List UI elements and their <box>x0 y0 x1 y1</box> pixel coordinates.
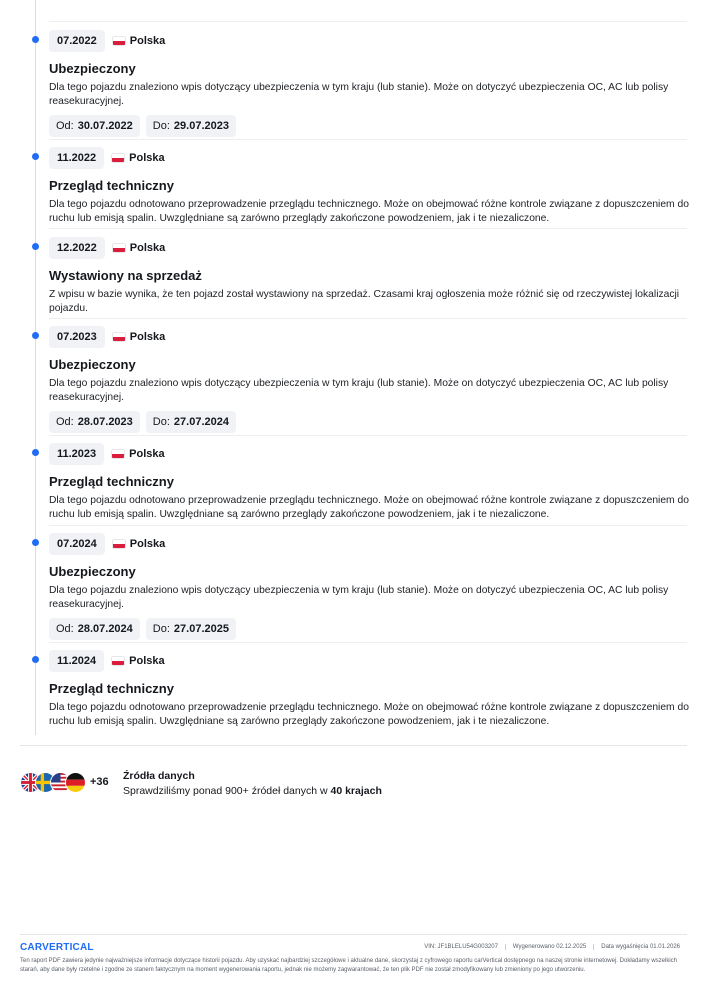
period-from: Od: 28.07.2023 <box>49 411 140 433</box>
period-to: Do: 27.07.2025 <box>146 618 236 640</box>
timeline-entry <box>49 643 689 729</box>
section-divider <box>20 745 687 746</box>
entry-country: Polska <box>129 152 165 164</box>
poland-flag-icon <box>112 450 124 458</box>
timeline-entry <box>49 140 689 226</box>
entry-title: Ubezpieczony <box>49 564 136 579</box>
sources-description: Sprawdziliśmy ponad 900+ źródeł danych w 40 krajach <box>123 785 382 797</box>
sources-text-block <box>123 770 382 797</box>
poland-flag-icon <box>113 333 125 341</box>
poland-flag-icon <box>113 244 125 252</box>
poland-flag-icon <box>113 540 125 548</box>
divider <box>49 21 687 22</box>
entry-description: Dla tego pojazdu znaleziono wpis dotyczący ubezpieczenia w tym kraju (lub stanie). Może on dotyczyć ubezpieczenia OC, AC lub polisy reasekuracyjnej. <box>49 585 669 610</box>
entry-description: Dla tego pojazdu znaleziono wpis dotyczący ubezpieczenia w tym kraju (lub stanie). Może on dotyczyć ubezpieczenia OC, AC lub polisy reasekuracyjnej. <box>49 378 669 403</box>
entry-description: Z wpisu w bazie wynika, że ten pojazd został wystawiony na sprzedaż. Czasami kraj ogłoszenia może różnić się od rzeczywistej lokalizacji pojazdu. <box>49 289 680 314</box>
timeline-dot <box>32 656 39 663</box>
entry-period <box>49 618 689 640</box>
report-meta <box>417 944 687 950</box>
entry-period <box>49 115 689 137</box>
timeline-dot <box>32 449 39 456</box>
vin-number: VIN: JF1BLELU54G003207 <box>424 944 498 950</box>
entry-title: Przegląd techniczny <box>49 474 174 489</box>
entry-country: Polska <box>129 538 166 550</box>
period-from: Od: 28.07.2024 <box>49 618 140 640</box>
entry-description: Dla tego pojazdu odnotowano przeprowadzenie przeglądu technicznego. Może on obejmować różne kontrole związane z dopuszczeniem do ruchu lub emisją spalin. Uwzględniane są zarówno przeglądy zakończone powodzeniem, jak i te niezaliczone. <box>49 199 689 224</box>
period-from: Od: 30.07.2022 <box>49 115 140 137</box>
entry-date: 07.2023 <box>49 326 105 348</box>
entry-description: Dla tego pojazdu odnotowano przeprowadzenie przeglądu technicznego. Może on obejmować różne kontrole związane z dopuszczeniem do ruchu lub emisją spalin. Uwzględniane są zarówno przeglądy zakończone powodzeniem, jak i te niezaliczone. <box>49 495 689 520</box>
page-footer <box>20 934 687 974</box>
timeline-entry <box>49 526 689 640</box>
entry-date: 11.2023 <box>49 443 104 465</box>
entry-title: Przegląd techniczny <box>49 681 174 696</box>
more-countries-count: +36 <box>90 776 109 788</box>
entry-title: Przegląd techniczny <box>49 178 174 193</box>
timeline-dot <box>32 153 39 160</box>
timeline-entry <box>49 319 689 433</box>
footer-divider <box>20 934 687 935</box>
entry-period <box>49 411 689 433</box>
entry-date: 11.2024 <box>49 650 104 672</box>
generated-date: Wygenerowano 02.12.2025 <box>505 944 593 950</box>
timeline-dot <box>32 539 39 546</box>
entry-country: Polska <box>129 448 165 460</box>
poland-flag-icon <box>113 37 125 45</box>
timeline-entry <box>49 230 689 316</box>
sources-title: Źródła danych <box>123 770 195 782</box>
period-to: Do: 27.07.2024 <box>146 411 236 433</box>
timeline-dot <box>32 36 39 43</box>
period-to: Do: 29.07.2023 <box>146 115 236 137</box>
expiry-date: Data wygaśnięcia 01.01.2026 <box>593 944 687 950</box>
entry-date: 07.2024 <box>49 533 105 555</box>
entry-date: 07.2022 <box>49 30 105 52</box>
carvertical-logo: CARVERTICAL <box>20 941 94 953</box>
poland-flag-icon <box>112 154 124 162</box>
timeline-dot <box>32 332 39 339</box>
poland-flag-icon <box>112 657 124 665</box>
entry-date: 12.2022 <box>49 237 105 259</box>
entry-date: 11.2022 <box>49 147 104 169</box>
timeline-entry <box>49 23 689 137</box>
entry-country: Polska <box>129 242 166 254</box>
entry-country: Polska <box>129 35 166 47</box>
source-flags <box>20 772 90 794</box>
divider <box>49 228 687 229</box>
entry-title: Ubezpieczony <box>49 357 136 372</box>
entry-description: Dla tego pojazdu znaleziono wpis dotyczący ubezpieczenia w tym kraju (lub stanie). Może on dotyczyć ubezpieczenia OC, AC lub polisy reasekuracyjnej. <box>49 82 669 107</box>
entry-title: Wystawiony na sprzedaż <box>49 268 202 283</box>
timeline-entry <box>49 436 689 522</box>
entry-title: Ubezpieczony <box>49 61 136 76</box>
timeline-line <box>35 0 36 735</box>
timeline-dot <box>32 243 39 250</box>
data-sources <box>20 770 382 797</box>
germany-flag-icon <box>65 772 86 793</box>
entry-country: Polska <box>129 655 165 667</box>
entry-description: Dla tego pojazdu odnotowano przeprowadzenie przeglądu technicznego. Może on obejmować różne kontrole związane z dopuszczeniem do ruchu lub emisją spalin. Uwzględniane są zarówno przeglądy zakończone powodzeniem, jak i te niezaliczone. <box>49 702 689 727</box>
entry-country: Polska <box>129 331 166 343</box>
footer-disclaimer: Ten raport PDF zawiera jedynie najważniejsze informacje dotyczące historii pojazdu. Aby uzyskać najbardziej szczegółowe i aktualne dane, skorzystaj z cyfrowego raportu carVertical dostępnego na naszej stronie internetowej. Dokładamy wszelkich starań, aby dane były rzetelne i zgodne ze stanem faktycznym na moment wygenerowania raportu, jednak nie możemy zagwarantować, że ten plik PDF nie został zmodyfikowany lub zmieniony po jego utworzeniu. <box>20 958 677 973</box>
